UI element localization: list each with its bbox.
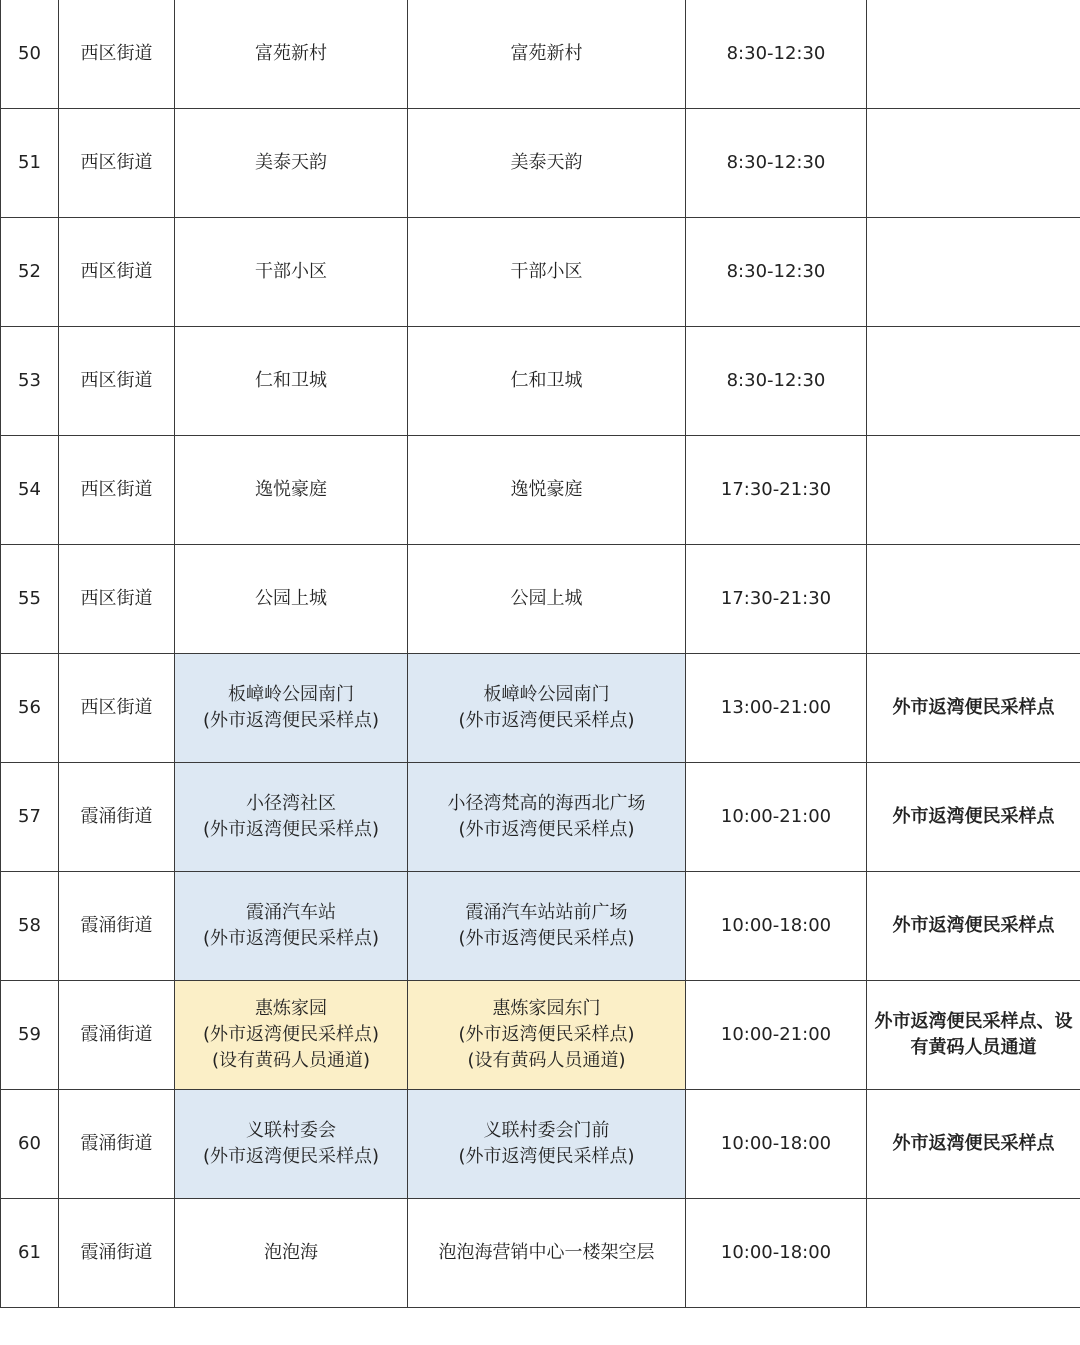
service-hours: 8:30-12:30 [686,109,867,218]
row-number: 59 [1,981,59,1090]
table-row [1,109,1080,218]
site-name [175,545,408,654]
site-name [175,0,408,109]
row-number: 54 [1,436,59,545]
street-name: 西区街道 [59,218,175,327]
site-location [408,0,686,109]
site-name [175,436,408,545]
remark [867,1199,1080,1308]
site-location-line: 仁和卫城 [510,370,583,391]
site-name-line: 义联村委会 [246,1120,336,1141]
row-number: 56 [1,654,59,763]
street-name: 霞涌街道 [59,981,175,1090]
table-row [1,436,1080,545]
site-name-line: 泡泡海 [264,1242,318,1263]
street-name: 霞涌街道 [59,872,175,981]
site-name-line: 逸悦豪庭 [255,479,327,500]
table-body [1,0,1080,1308]
site-location-line: 公园上城 [510,588,583,609]
street-name: 西区街道 [59,109,175,218]
row-number: 58 [1,872,59,981]
street-name: 西区街道 [59,0,175,109]
site-location-line: (设有黄码人员通道) [467,1050,626,1071]
site-location-line: 干部小区 [510,261,583,282]
site-name [175,327,408,436]
table-row [1,1199,1080,1308]
table-row [1,327,1080,436]
remark [867,218,1080,327]
site-location-line: 泡泡海营销中心一楼架空层 [438,1242,655,1263]
service-hours: 10:00-21:00 [686,981,867,1090]
table-row [1,545,1080,654]
site-name [175,218,408,327]
site-name [175,654,408,763]
remark-line: 有黄码人员通道 [910,1037,1037,1058]
site-location [408,872,686,981]
remark [867,109,1080,218]
table-row [1,218,1080,327]
service-hours: 10:00-18:00 [686,872,867,981]
table-row [1,872,1080,981]
site-location-line: (外市返湾便民采样点) [458,1146,635,1167]
site-location [408,1199,686,1308]
site-name-line: 霞涌汽车站 [246,902,336,923]
service-hours: 10:00-21:00 [686,763,867,872]
street-name: 霞涌街道 [59,1199,175,1308]
site-name-line: 惠炼家园 [255,998,327,1019]
site-location-line: (外市返湾便民采样点) [458,819,635,840]
street-name: 西区街道 [59,545,175,654]
row-number: 52 [1,218,59,327]
remark-line: 外市返湾便民采样点 [892,1133,1055,1154]
table-row [1,1090,1080,1199]
site-name [175,109,408,218]
remark [867,872,1080,981]
service-hours: 8:30-12:30 [686,327,867,436]
site-location-line: 逸悦豪庭 [510,479,583,500]
remark-line: 外市返湾便民采样点 [892,806,1055,827]
site-location [408,763,686,872]
site-name-line: 小径湾社区 [246,793,336,814]
site-name-line: 美泰天韵 [255,152,327,173]
site-location-line: 美泰天韵 [510,152,583,173]
remark [867,654,1080,763]
remark [867,0,1080,109]
site-location-line: 富苑新村 [510,43,583,64]
table-row [1,981,1080,1090]
site-name-line: 公园上城 [255,588,327,609]
street-name: 霞涌街道 [59,763,175,872]
site-name-line: (外市返湾便民采样点) [202,928,380,949]
street-name: 西区街道 [59,436,175,545]
remark [867,545,1080,654]
table-row [1,0,1080,109]
remark [867,327,1080,436]
site-name [175,1199,408,1308]
site-name-line: 干部小区 [255,261,327,282]
site-location-line: 小径湾梵高的海西北广场 [447,793,646,814]
service-hours: 13:00-21:00 [686,654,867,763]
service-hours: 17:30-21:30 [686,436,867,545]
site-location [408,1090,686,1199]
row-number: 55 [1,545,59,654]
row-number: 50 [1,0,59,109]
site-location-line: (外市返湾便民采样点) [458,1024,635,1045]
table-row [1,763,1080,872]
site-location-line: 义联村委会门前 [483,1120,610,1141]
site-name [175,763,408,872]
site-location [408,654,686,763]
site-location [408,327,686,436]
service-hours: 10:00-18:00 [686,1090,867,1199]
site-name-line: 仁和卫城 [255,370,327,391]
site-location-line: 板嶂岭公园南门 [483,684,610,705]
row-number: 60 [1,1090,59,1199]
service-hours: 10:00-18:00 [686,1199,867,1308]
site-location-line: 惠炼家园东门 [492,998,601,1019]
remark [867,436,1080,545]
row-number: 61 [1,1199,59,1308]
row-number: 51 [1,109,59,218]
site-location [408,436,686,545]
site-name-line: (外市返湾便民采样点) [202,819,380,840]
site-location [408,981,686,1090]
site-name-line: 板嶂岭公园南门 [228,684,354,705]
site-name [175,872,408,981]
site-location-line: (外市返湾便民采样点) [458,928,635,949]
site-name-line: (外市返湾便民采样点) [202,1146,380,1167]
remark [867,1090,1080,1199]
table-row [1,654,1080,763]
site-location-line: (外市返湾便民采样点) [458,710,635,731]
site-location-line: 霞涌汽车站站前广场 [465,902,628,923]
row-number: 57 [1,763,59,872]
service-hours: 8:30-12:30 [686,218,867,327]
site-name [175,981,408,1090]
street-name: 西区街道 [59,327,175,436]
row-number: 53 [1,327,59,436]
site-name-line: 富苑新村 [255,43,327,64]
street-name: 西区街道 [59,654,175,763]
remark [867,981,1080,1090]
service-hours: 17:30-21:30 [686,545,867,654]
site-name-line: (外市返湾便民采样点) [202,710,380,731]
site-location [408,545,686,654]
site-location [408,218,686,327]
remark-line: 外市返湾便民采样点 [892,915,1055,936]
site-name-line: (设有黄码人员通道) [211,1050,371,1071]
remark [867,763,1080,872]
remark-line: 外市返湾便民采样点、设 [874,1011,1073,1032]
remark-line: 外市返湾便民采样点 [892,697,1055,718]
site-location [408,109,686,218]
site-name-line: (外市返湾便民采样点) [202,1024,380,1045]
street-name: 霞涌街道 [59,1090,175,1199]
service-hours: 8:30-12:30 [686,0,867,109]
site-name [175,1090,408,1199]
